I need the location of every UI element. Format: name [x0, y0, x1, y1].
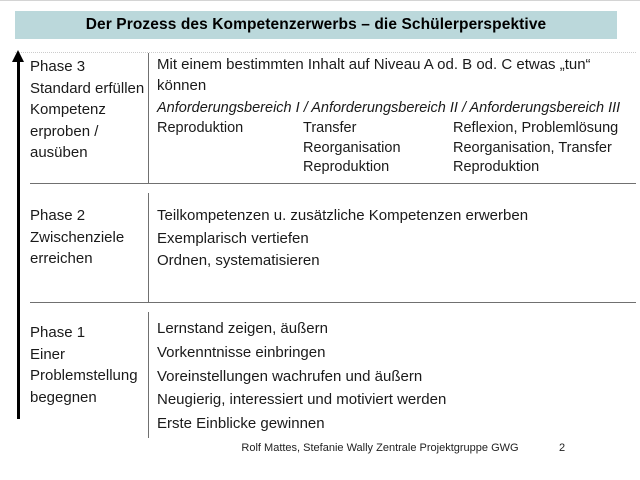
phase-3-label-line: Phase 3: [30, 58, 86, 75]
anforderung-column-1: [157, 119, 303, 178]
anforderung-column-2: [303, 119, 453, 178]
row-divider-bottom: [30, 302, 636, 303]
phase-1-label-line: Phase 1: [30, 324, 86, 341]
phase-1-label: [30, 322, 147, 408]
arrow-up-icon: [12, 50, 24, 62]
column-divider-phase-3: [148, 53, 149, 183]
phase-1-content-line: Erste Einblicke gewinnen: [157, 415, 325, 433]
anforderung-item: Reorganisation: [303, 139, 401, 156]
page-number: 2: [558, 442, 566, 454]
phase-2-label-line: erreichen: [30, 250, 93, 267]
row-divider-top: [30, 183, 636, 184]
anforderung-column-3: [453, 119, 637, 178]
anforderung-item: Reproduktion: [453, 159, 540, 175]
phase-2-label-line: Phase 2: [30, 207, 86, 224]
phase-2-content-line: Teilkompetenzen u. zusätzliche Kompetenzen erwerben: [157, 207, 529, 224]
phase-1-content-line: Neugierig, interessiert und motiviert werden: [157, 391, 447, 409]
niveau-intro-line: Mit einem bestimmten Inhalt auf Niveau A od. B od. C etwas „tun“: [157, 56, 591, 73]
phase-3-label-line: Kompetenz: [30, 101, 106, 118]
phase-3-label-line: erproben /: [30, 122, 99, 140]
phase-3-label-line: ausüben: [30, 144, 88, 161]
phase-1-content: [157, 317, 637, 436]
anforderung-item: Reflexion, Problemlösung: [453, 120, 619, 136]
anforderung-item: Reproduktion: [303, 159, 390, 175]
phase-1-content-line: Lernstand zeigen, äußern: [157, 320, 328, 337]
phase-3-label-line: Standard erfüllen: [30, 79, 145, 97]
phase-2-content-line: Ordnen, systematisieren: [157, 252, 320, 269]
anforderungsbereich-levels: Anforderungsbereich I / Anforderungsbereich II / Anforderungsbereich III: [157, 100, 621, 116]
column-divider-phase-2: [148, 193, 149, 302]
phase-3-label: [30, 56, 147, 164]
phase-2-content: [157, 205, 637, 273]
phase-2-label: [30, 205, 147, 270]
phase-1-content-line: Voreinstellungen wachrufen und äußern: [157, 367, 423, 385]
anforderung-item: Transfer: [303, 120, 357, 136]
slide-title: Der Prozess des Kompetenzerwerbs – die Schülerperspektive: [85, 16, 547, 33]
header-underline: [15, 52, 636, 53]
footer-credits: Rolf Mattes, Stefanie Wally Zentrale Projektgruppe GWG: [241, 442, 519, 454]
phase-1-content-line: Vorkenntnisse einbringen: [157, 343, 326, 361]
phase-1-label-line: Einer: [30, 345, 66, 363]
phase-2-content-line: Exemplarisch vertiefen: [157, 229, 309, 247]
phase-1-label-line: Problemstellung: [30, 367, 138, 384]
anforderung-grid: [157, 119, 637, 178]
phase-2-label-line: Zwischenziele: [30, 228, 125, 246]
column-divider-phase-1: [148, 312, 149, 438]
phase-3-content: [157, 54, 637, 178]
anforderung-item: Reproduktion: [157, 120, 244, 136]
progression-arrow-shaft: [17, 61, 20, 419]
slide-title-bar: [15, 11, 617, 39]
niveau-intro-line: können: [157, 77, 207, 94]
anforderung-item: Reorganisation, Transfer: [453, 139, 612, 156]
phase-1-label-line: begegnen: [30, 388, 97, 406]
